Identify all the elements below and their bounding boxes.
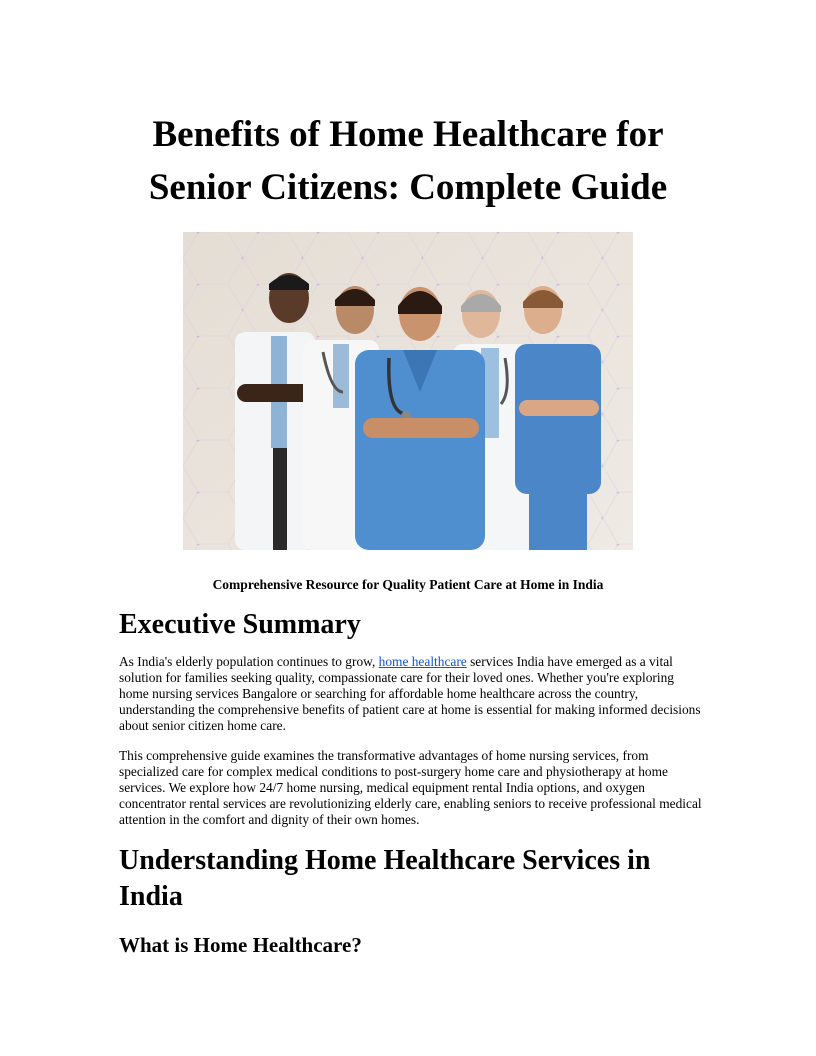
healthcare-team-photo	[183, 232, 633, 550]
paragraph-text: As India's elderly population continues to grow,	[119, 654, 379, 669]
heading-understanding-home-healthcare: Understanding Home Healthcare Services in India	[119, 845, 651, 912]
paragraph-executive-summary-1	[119, 654, 704, 734]
healthcare-team-illustration	[183, 232, 633, 550]
document-title: Benefits of Home Healthcare for Senior Citizens: Complete Guide	[148, 114, 668, 208]
paragraph-executive-summary-2: This comprehensive guide examines the transformative advantages of home nursing services, from specialized care for complex medical conditions to post-surgery home care and physiotherapy at home services. We explore how 24/7 home nursing, medical equipment rental India options, and oxygen concentrator rental services are revolutionizing elderly care, enabling seniors to receive professional medical attention in the comfort and dignity of their own homes.	[119, 748, 702, 827]
image-caption: Comprehensive Resource for Quality Patient Care at Home in India	[212, 577, 604, 592]
heading-executive-summary: Executive Summary	[119, 609, 361, 640]
subheading-what-is-home-healthcare: What is Home Healthcare?	[119, 933, 362, 957]
paragraph-text: services India have emerged as a vital solution for families seeking quality, compassionate care for their loved ones. Whether you're exploring home nursing services Bangalore or searching for affordable home healthcare across the country, understanding the comprehensive benefits of patient care at home is essential for making informed decisions about senior citizen home care.	[119, 654, 701, 733]
home-healthcare-link[interactable]: home healthcare	[378, 654, 467, 669]
